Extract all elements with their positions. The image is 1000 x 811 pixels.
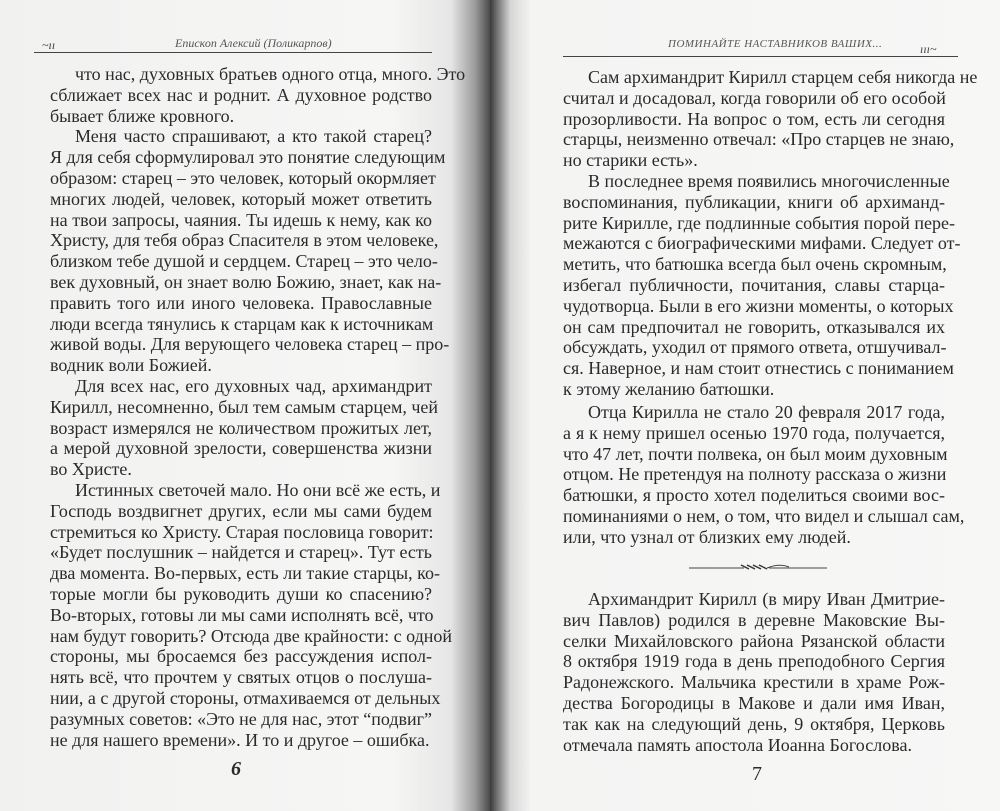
text-line: к этому желанию батюшки.	[563, 378, 775, 399]
paragraph	[50, 479, 453, 750]
header-flourish-icon: ııı~	[920, 42, 937, 56]
text-line: Радонежского. Мальчика крестили в храме Рож-	[563, 672, 945, 693]
text-line: батюшки, я просто хотел поделиться своими вос-	[563, 485, 945, 506]
text-line: а мерой духовной зрелости, совершенства жизни	[50, 438, 432, 459]
text-line: люди всегда тянулись к старцам как к источникам	[50, 313, 434, 334]
text-line: что нас, духовных братьев одного отца, много. Это	[75, 64, 466, 84]
text-line: прозорливости. На вопрос о том, есть ли сегодня	[563, 108, 945, 129]
text-line: В последнее время появились многочисленные	[588, 170, 950, 191]
text-line: править того или иного человека. Православные	[50, 292, 432, 313]
section-divider-ornament-icon	[689, 560, 827, 572]
text-line: рите Кирилле, где подлинные события порой пере-	[563, 212, 955, 233]
text-line: живой воды. Для верующего человека старец – про-	[50, 334, 450, 355]
text-line: нам будут говорить? Отсюда две крайности: с одной	[50, 625, 453, 646]
page-number-left: 6	[231, 758, 241, 780]
text-line: водник воли Божией.	[50, 355, 212, 376]
header-rule	[563, 56, 958, 57]
text-line: разумных советов: «Это не для нас, этот “подвиг”	[50, 708, 433, 729]
text-line: близком тебе душой и сердцем. Старец – это чело-	[50, 251, 438, 272]
page-number-right: 7	[752, 763, 762, 785]
text-line: Архимандрит Кирилл (в миру Иван Дмитрие-	[588, 589, 945, 609]
paragraph	[563, 67, 978, 171]
header-flourish-icon: ~ıı	[42, 38, 56, 52]
text-line: обсуждать, уходил от прямого ответа, отшучивал-	[563, 337, 947, 358]
text-line: Кирилл, несомненно, был тем самым старцем, чей	[50, 396, 439, 417]
text-line: нять всё, что прочтем у святых отцов о послуша-	[50, 667, 432, 688]
text-line: но старики есть».	[563, 150, 698, 171]
text-line: селки Михайловского района Рязанской области	[563, 630, 945, 651]
text-line: два момента. Во-первых, есть ли такие старцы, ко-	[50, 563, 440, 584]
running-header-author: Епископ Алексий (Поликарпов)	[175, 36, 332, 50]
paragraph	[50, 126, 450, 376]
text-line: на твои запросы, чаяния. Ты идешь к нему, как ко	[50, 209, 432, 230]
paragraph	[563, 402, 965, 548]
text-line: образом: старец – это человек, который окормляет	[50, 167, 436, 188]
text-line: считал и досадовал, когда говорили об его особой	[563, 87, 946, 108]
text-line: Господь воздвигнет других, если мы сами будем	[50, 500, 432, 521]
right-page-text-2	[563, 402, 965, 548]
text-line: Отца Кирилла не стало 20 февраля 2017 года,	[588, 402, 945, 422]
text-line: старцы, неизменно отвечал: «Про старцев не знаю,	[563, 129, 955, 150]
text-line: ся. Наверное, и нам стоит отнестись с пониманием	[563, 358, 954, 379]
text-line: Сам архимандрит Кирилл старцем себя никогда не	[588, 67, 978, 87]
text-line: Для всех нас, его духовных чад, архимандрит	[75, 375, 432, 396]
text-line: воспоминания, публикации, книги об архиманд-	[563, 191, 945, 212]
text-line: во Христе.	[50, 459, 132, 480]
text-line: Истинных светочей мало. Но они всё же есть, и	[75, 479, 441, 500]
text-line: стремиться ко Христу. Старая пословица говорит:	[50, 521, 434, 542]
text-line: сближает всех нас и роднит. А духовное родство	[50, 84, 432, 105]
text-line: вич Павлов) родился в деревне Маковские Вы-	[563, 609, 945, 630]
paragraph	[50, 64, 466, 126]
paragraph	[50, 375, 439, 480]
text-line: стороны, мы бросаемся без рассуждения испол-	[50, 646, 432, 667]
text-line: Меня часто спрашивают, а кто такой старец?	[75, 126, 432, 147]
text-line: он сам предпочитал не говорить, отказывался их	[563, 316, 945, 337]
paragraph	[563, 589, 945, 755]
text-line: дества Богородицы в Макове и дали имя Иван,	[563, 692, 945, 713]
text-line: чудотворца. Были в его жизни моменты, о которых	[563, 295, 954, 316]
text-line: Во-вторых, готовы ли мы сами исполнять всё, что	[50, 604, 434, 625]
text-line: многих людей, человек, который может ответить	[50, 188, 432, 209]
text-line: поминаниями о нем, о том, что видел и слышал сам,	[563, 505, 965, 526]
text-line: отмечала память апостола Иоанна Богослова.	[563, 734, 912, 755]
right-page-text-3	[563, 589, 945, 755]
text-line: не для нашего времени». И то и другое – ошибка.	[50, 729, 430, 750]
running-header-title: ПОМИНАЙТЕ НАСТАВНИКОВ ВАШИХ...	[668, 38, 883, 50]
text-line: или, что узнал от близких ему людей.	[563, 526, 851, 547]
text-line: Я для себя сформулировал это понятие следующим	[50, 147, 446, 168]
text-line: так как на следующий день, 9 октября, Церковь	[563, 713, 945, 734]
right-page-text-1	[563, 67, 978, 400]
header-rule	[34, 52, 432, 53]
left-page	[0, 0, 490, 811]
text-line: а я к нему пришел осенью 1970 года, получается,	[563, 422, 945, 443]
text-line: торые могли бы руководить души ко спасению?	[50, 583, 432, 604]
right-page	[490, 0, 1000, 811]
paragraph	[563, 170, 961, 400]
text-line: «Будет послушник – найдется и старец». Тут есть	[50, 542, 432, 563]
left-page-text	[50, 64, 466, 750]
text-line: Христу, для тебя образ Спасителя в этом человеке,	[50, 230, 439, 251]
text-line: нии, а с другой стороны, отмахиваемся от дельных	[50, 687, 441, 708]
text-line: что 47 лет, почти полвека, он был моим духовным	[563, 443, 948, 464]
text-line: метить, что батюшка всегда был очень скромным,	[563, 254, 947, 275]
text-line: бывает ближе кровного.	[50, 105, 235, 126]
text-line: 8 октября 1919 года в день преподобного Сергия	[563, 651, 945, 672]
text-line: межаются с биографическими мифами. Следует от-	[563, 233, 961, 254]
text-line: избегал публичности, почитания, славы старца-	[563, 274, 945, 295]
text-line: отцом. Не претендуя на полноту рассказа о жизни	[563, 464, 947, 485]
text-line: возраст измерялся не количеством прожитых лет,	[50, 417, 432, 438]
text-line: век духовный, он знает волю Божию, знает, как на-	[50, 271, 442, 292]
